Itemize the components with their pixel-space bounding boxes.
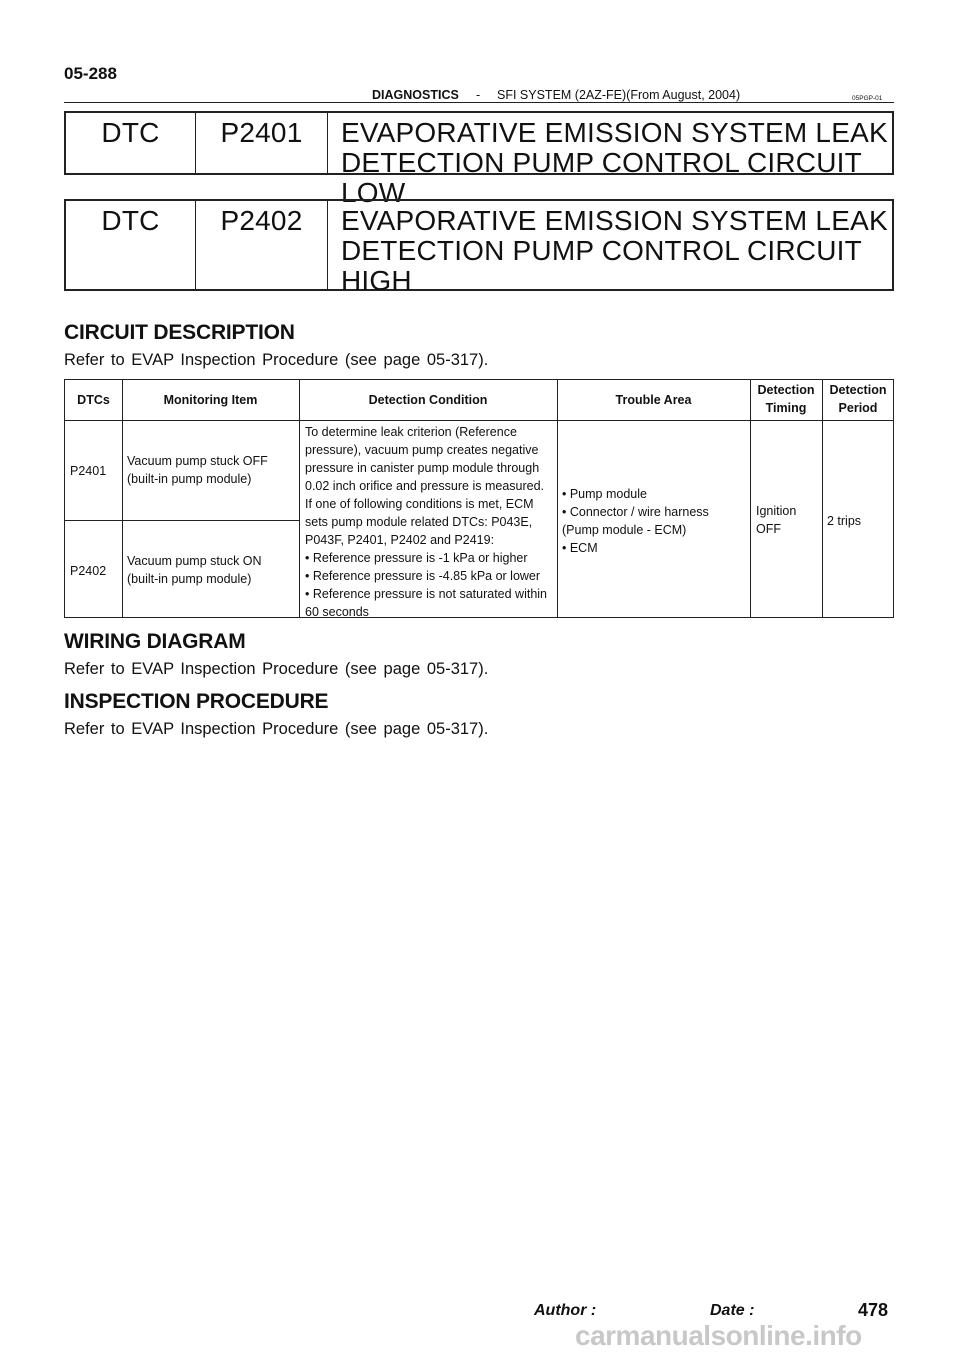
section-name: DIAGNOSTICS: [372, 88, 459, 102]
row-p2401-monitoring-item: Vacuum pump stuck OFF (built-in pump module): [127, 454, 268, 486]
subsection-name: SFI SYSTEM (2AZ-FE)(From August, 2004): [497, 88, 741, 102]
row-p2401-dtc: P2401: [70, 464, 107, 478]
doc-code: 05PGP-01: [852, 95, 883, 102]
header-dash: -: [476, 88, 481, 102]
row-p2402-monitoring-item: Vacuum pump stuck ON (built-in pump module): [127, 554, 262, 586]
dtc-table: [64, 379, 894, 618]
header-detection-timing: Detection Timing: [757, 383, 815, 415]
dtc-code: P2401: [220, 117, 303, 148]
detection-timing-text: Ignition OFF: [756, 504, 797, 536]
row-p2402-dtc: P2402: [70, 564, 107, 578]
circuit-description-text: Refer to EVAP Inspection Procedure (see page 05-317).: [64, 351, 489, 369]
header-trouble-area: Trouble Area: [615, 393, 692, 407]
circuit-description-heading: CIRCUIT DESCRIPTION: [64, 321, 295, 344]
dtc-label: DTC: [101, 205, 160, 236]
date-label: Date :: [710, 1302, 755, 1319]
dtc-code: P2402: [220, 205, 303, 236]
detection-condition-text: To determine leak criterion (Reference pressure), vacuum pump creates negative pressure in canister pump module through 0.02 inch orifice and pressure is measured. If one of following conditions is met, ECM sets pump module related DTCs: P043E, P043F, P2401, P2402 and P2419: • Reference pressure is -1 kPa or higher • Reference pressure is -4.85 kPa or lower • Reference pressure is not saturated within 60 seconds: [305, 425, 547, 619]
watermark: carmanualsonline.info: [575, 1320, 862, 1351]
inspection-procedure-text: Refer to EVAP Inspection Procedure (see page 05-317).: [64, 720, 489, 738]
trouble-area-text: • Pump module • Connector / wire harness (Pump module - ECM) • ECM: [562, 487, 709, 555]
author-label: Author :: [534, 1302, 597, 1319]
dtc-title-box-p2402: [64, 199, 894, 296]
header-detection-period: Detection Period: [829, 383, 887, 415]
dtc-label: DTC: [101, 117, 160, 148]
detection-period-text: 2 trips: [827, 514, 862, 528]
wiring-diagram-text: Refer to EVAP Inspection Procedure (see page 05-317).: [64, 660, 489, 678]
inspection-procedure-heading: INSPECTION PROCEDURE: [64, 690, 329, 713]
dtc-title-box-p2401: [64, 111, 894, 208]
page-number: 05-288: [64, 64, 117, 83]
wiring-diagram-heading: WIRING DIAGRAM: [64, 630, 246, 653]
dtc-title: EVAPORATIVE EMISSION SYSTEM LEAK DETECTION PUMP CONTROL CIRCUIT LOW: [341, 117, 888, 208]
header-monitoring-item: Monitoring Item: [163, 393, 258, 407]
footer-page-number: 478: [858, 1300, 889, 1320]
dtc-title: EVAPORATIVE EMISSION SYSTEM LEAK DETECTION PUMP CONTROL CIRCUIT HIGH: [341, 205, 888, 296]
header-rule: [64, 102, 894, 103]
header-dtcs: DTCs: [77, 393, 110, 407]
header-detection-condition: Detection Condition: [368, 393, 488, 407]
